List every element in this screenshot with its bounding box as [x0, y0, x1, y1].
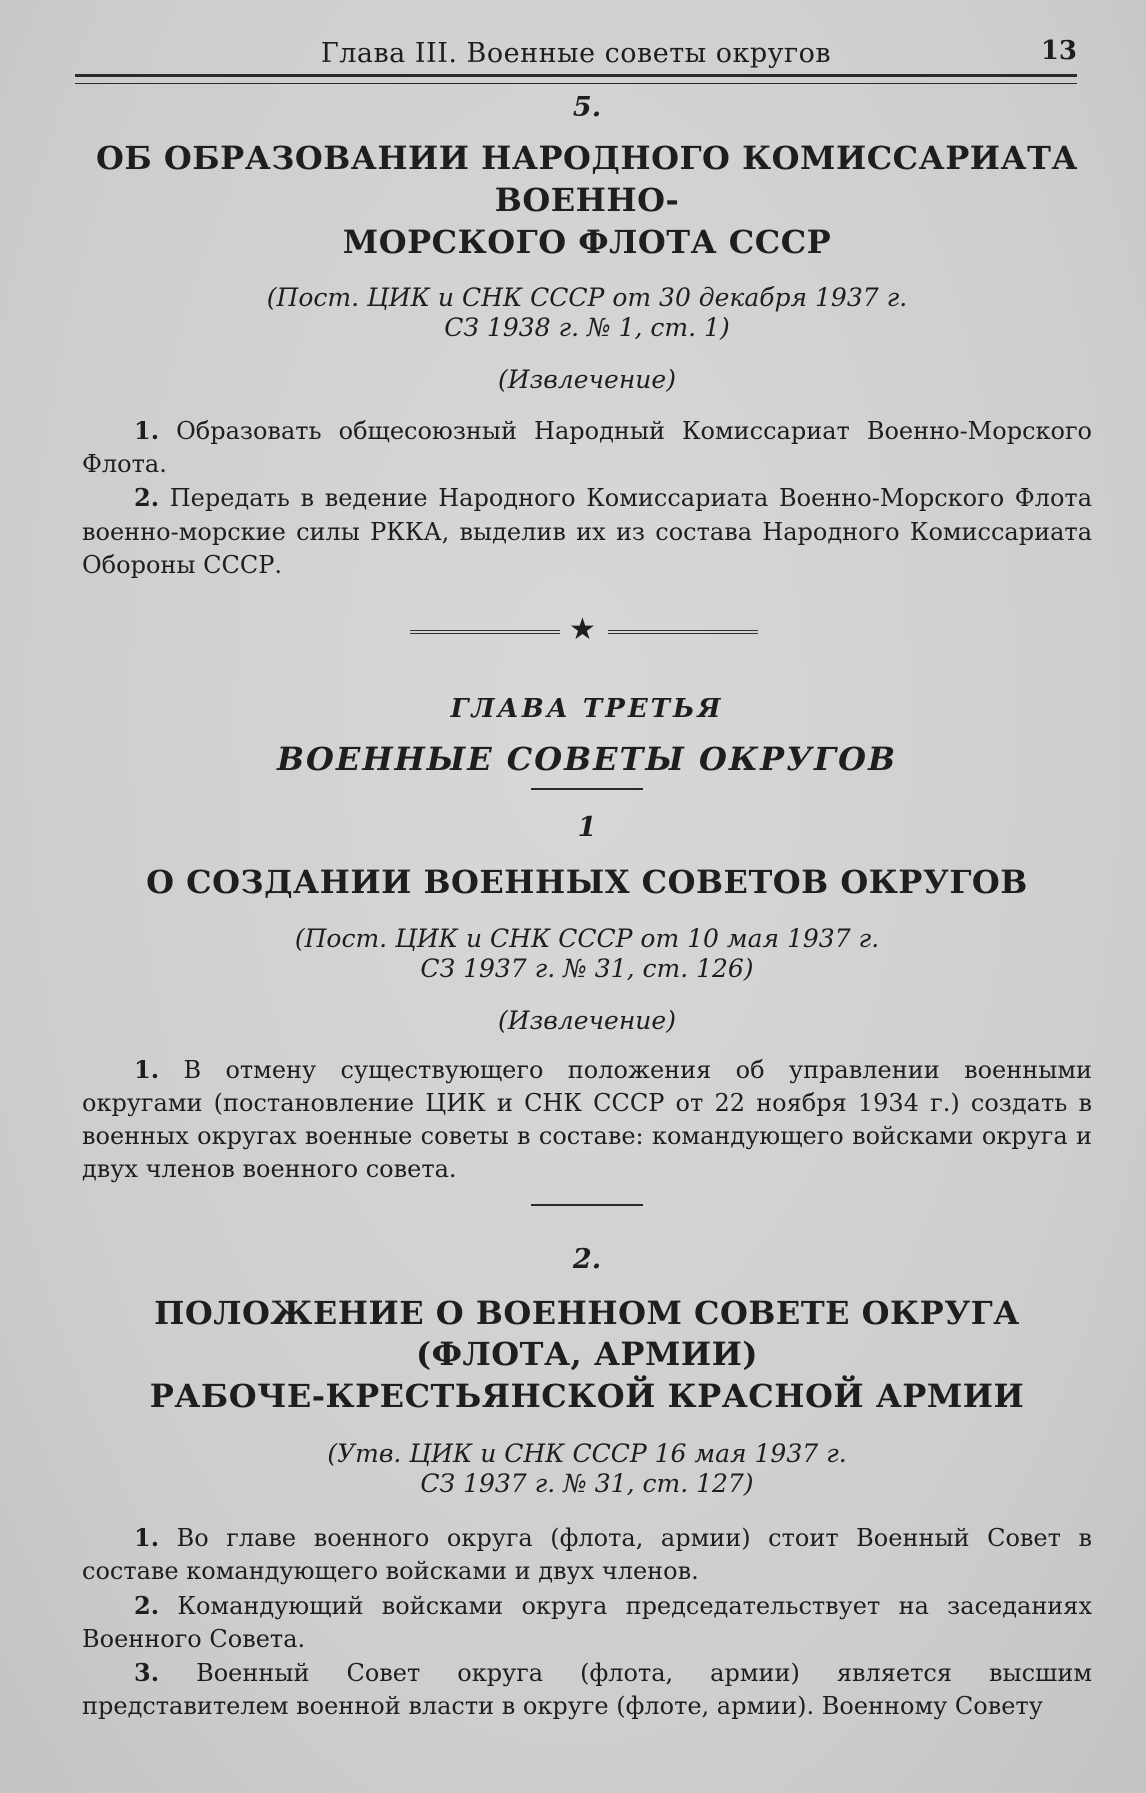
paragraph [82, 1053, 1092, 1186]
paragraph [82, 1589, 1092, 1656]
header-rule [75, 74, 1077, 84]
separator-line-left [410, 630, 560, 634]
paragraph-text: Военный Совет округа (флота, армии) является высшим представителем военной власти в округе (флоте, армии). Военному Совету [82, 1658, 1092, 1720]
document-source [82, 1439, 1092, 1499]
document-title: О СОЗДАНИИ ВОЕННЫХ СОВЕТОВ ОКРУГОВ [146, 863, 1028, 902]
document-body [82, 1521, 1092, 1723]
title-line: ПОЛОЖЕНИЕ О ВОЕННОМ СОВЕТЕ ОКРУГА (ФЛОТА, АРМИИ) [154, 1293, 1020, 1374]
paragraph [82, 1656, 1092, 1723]
paragraph-number: 2. [134, 1590, 160, 1620]
paragraph-text: Передать в ведение Народного Комиссариата Военно-Морского Флота военно-морские силы РККА, выделив их из состава Народного Комиссариата Обороны СССР. [82, 484, 1092, 579]
chapter-rule [531, 788, 643, 790]
paragraph-number: 1. [134, 1523, 160, 1553]
title-line: ОБ ОБРАЗОВАНИИ НАРОДНОГО КОМИССАРИАТА ВОЕННО- [96, 139, 1078, 219]
paragraph-number: 1. [134, 1054, 160, 1084]
paragraph [82, 481, 1092, 581]
extract-note: (Извлечение) [498, 1005, 676, 1035]
document-number: 1 [577, 811, 597, 843]
page-number: 13 [1040, 36, 1077, 66]
document-body [82, 1053, 1092, 1186]
title-line: РАБОЧЕ-КРЕСТЬЯНСКОЙ КРАСНОЙ АРМИИ [149, 1376, 1025, 1415]
source-line: СЗ 1937 г. № 31, ст. 127) [420, 1469, 754, 1499]
extract-note: (Извлечение) [498, 365, 676, 395]
source-line: СЗ 1937 г. № 31, ст. 126) [420, 953, 754, 983]
document-source [82, 283, 1092, 343]
paragraph-number: 2. [134, 483, 160, 513]
document-body [82, 414, 1092, 582]
document-number: 2. [572, 1244, 602, 1276]
paragraph [82, 1521, 1092, 1588]
source-line: (Пост. ЦИК и СНК СССР от 10 мая 1937 г. [294, 923, 880, 953]
chapter-title: ВОЕННЫЕ СОВЕТЫ ОКРУГОВ [277, 739, 897, 778]
separator-line-right [608, 630, 758, 634]
source-line: (Пост. ЦИК и СНК СССР от 30 декабря 1937 г. [266, 283, 908, 313]
source-line: (Утв. ЦИК и СНК СССР 16 мая 1937 г. [327, 1439, 847, 1469]
document-5 [82, 92, 1092, 582]
document-source [82, 924, 1092, 984]
running-header [75, 34, 1077, 74]
paragraph-number: 3. [134, 1657, 160, 1687]
title-line: МОРСКОГО ФЛОТА СССР [342, 222, 832, 261]
document-number: 5. [572, 92, 602, 123]
paragraph-text: В отмену существующего положения об управлении военными округами (постановление ЦИК и СНК СССР от 22 ноября 1934 г.) создать в военных округах военные советы в составе: командующего войсками округа и двух членов военного совета. [82, 1055, 1092, 1184]
source-line: СЗ 1938 г. № 1, ст. 1) [444, 313, 730, 343]
star-icon: ★ [569, 611, 596, 647]
chapter-label: ГЛАВА ТРЕТЬЯ [450, 693, 724, 724]
document-1 [82, 812, 1092, 1186]
paragraph [82, 414, 1092, 481]
star-separator [82, 611, 1092, 647]
paragraph-text: Командующий войсками округа председательствует на заседаниях Военного Совета. [82, 1591, 1092, 1653]
running-title: Глава III. Военные советы округов [320, 38, 832, 69]
paragraph-number: 1. [134, 416, 160, 446]
paragraph-text: Образовать общесоюзный Народный Комиссариат Военно-Морского Флота. [82, 417, 1092, 479]
section-rule [531, 1204, 643, 1206]
paragraph-text: Во главе военного округа (флота, армии) стоит Военный Совет в составе командующего войсками и двух членов. [82, 1524, 1092, 1586]
document-title [82, 1293, 1092, 1418]
document-title [82, 138, 1092, 263]
document-2 [82, 1244, 1092, 1723]
page-content [82, 92, 1092, 1723]
